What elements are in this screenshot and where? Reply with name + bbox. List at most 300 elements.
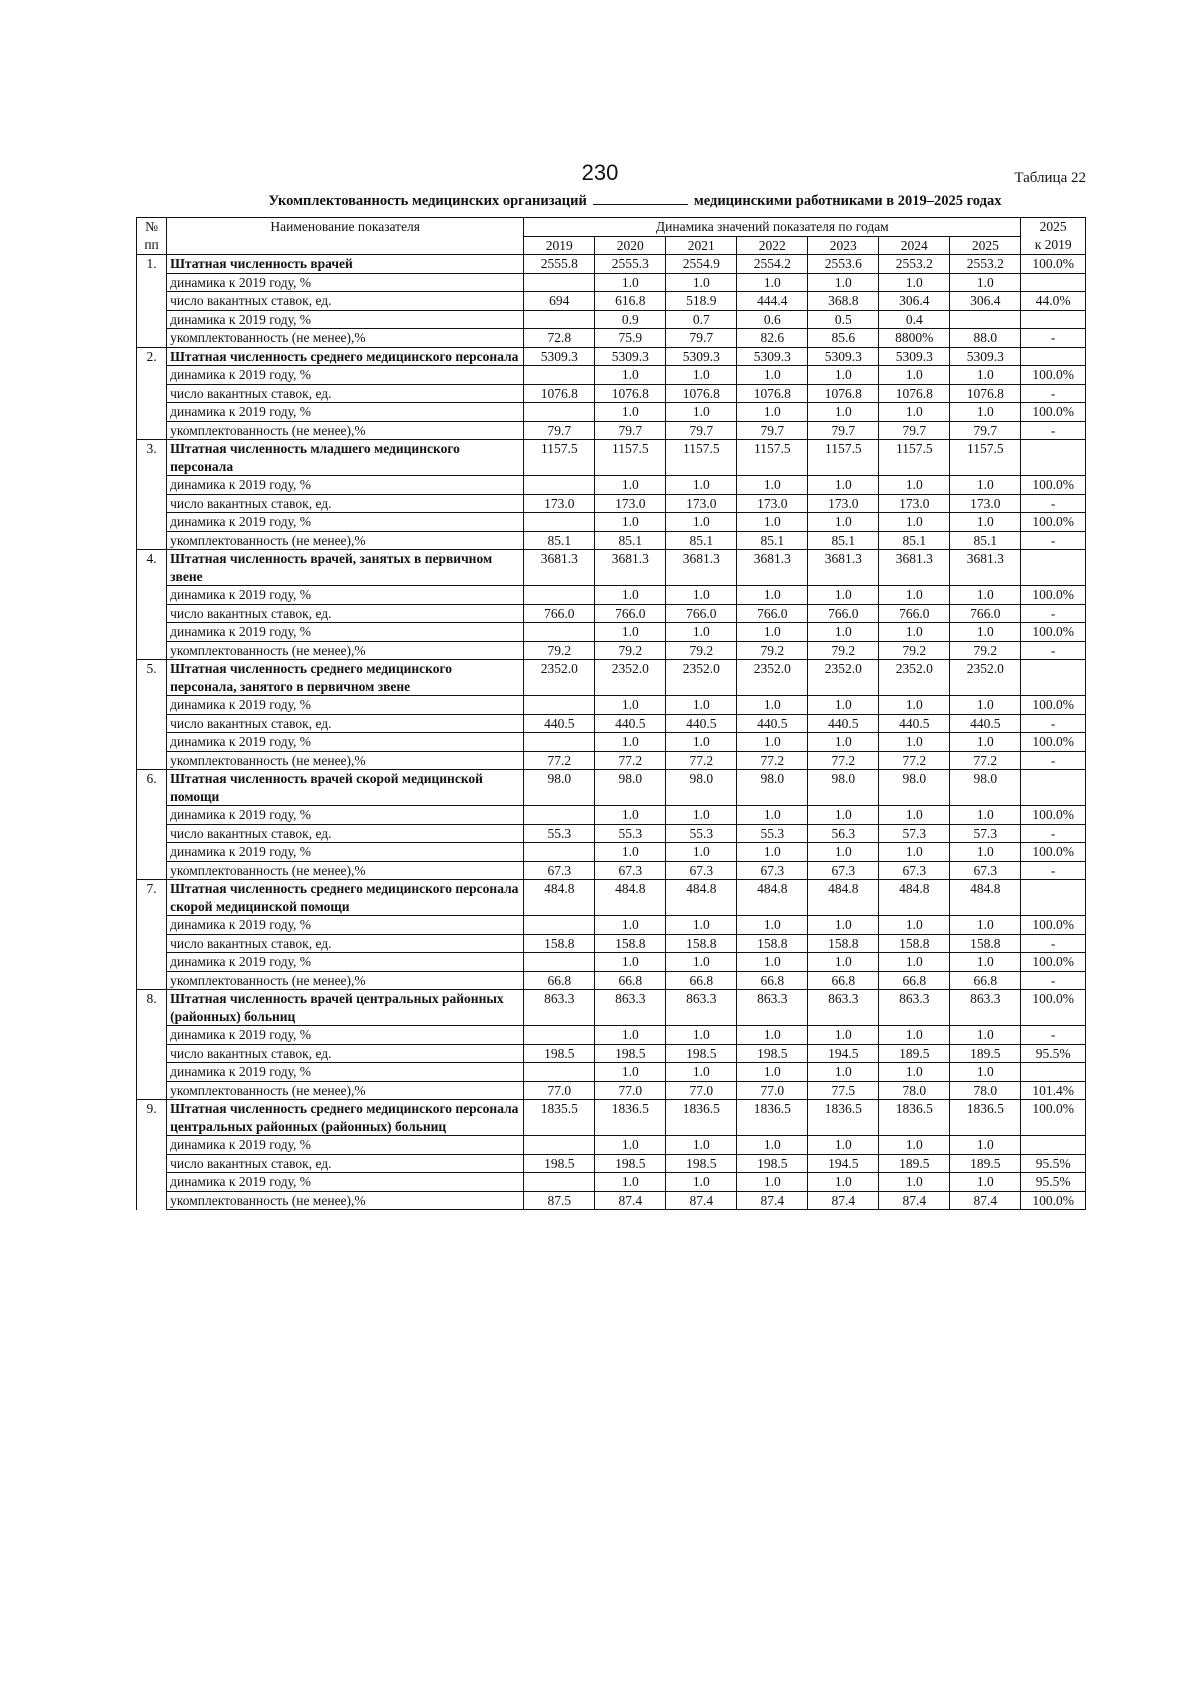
indicator-name: укомплектованность (не менее),%	[167, 421, 524, 440]
year-value-2022: 1.0	[737, 916, 808, 935]
year-value-2024: 1836.5	[879, 1100, 950, 1136]
year-value-2023: 440.5	[808, 714, 879, 733]
year-value-2021: 1.0	[666, 366, 737, 385]
indicator-name: динамика к 2019 году, %	[167, 1173, 524, 1192]
table-label: Таблица 22	[1014, 170, 1086, 186]
row-number	[137, 953, 167, 972]
year-value-2021: 1836.5	[666, 1100, 737, 1136]
indicator-name: Штатная численность среднего медицинского персонала центральных районных (районных) больниц	[167, 1100, 524, 1136]
indicator-name: динамика к 2019 году, %	[167, 513, 524, 532]
ratio-value: 100.0%	[1021, 696, 1086, 715]
ratio-value: -	[1021, 971, 1086, 990]
sub-indicator-row	[137, 476, 1086, 495]
year-value-2023: 67.3	[808, 861, 879, 880]
sub-indicator-row	[137, 494, 1086, 513]
year-value-2025: 2352.0	[950, 660, 1021, 696]
row-number	[137, 1081, 167, 1100]
year-value-2025: 88.0	[950, 329, 1021, 348]
year-value-2023: 194.5	[808, 1154, 879, 1173]
indicator-name: число вакантных ставок, ед.	[167, 292, 524, 311]
indicator-row	[137, 770, 1086, 806]
year-value-2025: 79.7	[950, 421, 1021, 440]
year-value-2022: 484.8	[737, 880, 808, 916]
header-ratio	[1021, 218, 1086, 255]
year-value-2019	[524, 403, 595, 422]
year-value-2019	[524, 366, 595, 385]
year-value-2024: 440.5	[879, 714, 950, 733]
year-value-2021: 1.0	[666, 1026, 737, 1045]
year-value-2023: 1.0	[808, 366, 879, 385]
year-value-2019	[524, 806, 595, 825]
table-header	[137, 218, 1086, 255]
sub-indicator-row	[137, 1081, 1086, 1100]
year-value-2023: 66.8	[808, 971, 879, 990]
year-value-2020: 863.3	[595, 990, 666, 1026]
year-value-2021: 484.8	[666, 880, 737, 916]
year-value-2025: 1.0	[950, 953, 1021, 972]
year-value-2020: 1.0	[595, 843, 666, 862]
ratio-value: 100.0%	[1021, 403, 1086, 422]
ratio-value: 100.0%	[1021, 513, 1086, 532]
year-value-2021: 1.0	[666, 806, 737, 825]
ratio-value	[1021, 273, 1086, 292]
year-value-2024: 766.0	[879, 604, 950, 623]
page-number: 230	[581, 160, 619, 185]
year-value-2025: 1.0	[950, 806, 1021, 825]
year-value-2020: 1.0	[595, 1173, 666, 1192]
year-value-2022: 1076.8	[737, 384, 808, 403]
year-value-2020: 2352.0	[595, 660, 666, 696]
row-number	[137, 310, 167, 329]
year-value-2019: 3681.3	[524, 550, 595, 586]
year-value-2022: 98.0	[737, 770, 808, 806]
sub-indicator-row	[137, 751, 1086, 770]
year-value-2020: 1.0	[595, 513, 666, 532]
sub-indicator-row	[137, 843, 1086, 862]
year-value-2025: 173.0	[950, 494, 1021, 513]
year-value-2021: 0.7	[666, 310, 737, 329]
year-value-2023: 194.5	[808, 1044, 879, 1063]
row-number	[137, 806, 167, 825]
indicator-name: Штатная численность врачей скорой медицинской помощи	[167, 770, 524, 806]
year-value-2022: 1.0	[737, 1173, 808, 1192]
year-value-2021: 1.0	[666, 586, 737, 605]
year-value-2019: 198.5	[524, 1154, 595, 1173]
row-number	[137, 824, 167, 843]
year-value-2021: 440.5	[666, 714, 737, 733]
sub-indicator-row	[137, 1026, 1086, 1045]
year-value-2024: 306.4	[879, 292, 950, 311]
row-number	[137, 733, 167, 752]
year-value-2022: 444.4	[737, 292, 808, 311]
year-value-2020: 1.0	[595, 586, 666, 605]
year-value-2019	[524, 696, 595, 715]
year-value-2023: 2553.6	[808, 255, 879, 274]
sub-indicator-row	[137, 733, 1086, 752]
sub-indicator-row	[137, 971, 1086, 990]
year-value-2019: 5309.3	[524, 347, 595, 366]
year-value-2019	[524, 476, 595, 495]
ratio-value: -	[1021, 531, 1086, 550]
year-value-2024: 1.0	[879, 586, 950, 605]
year-value-2025: 1.0	[950, 1063, 1021, 1082]
sub-indicator-row	[137, 384, 1086, 403]
ratio-value: -	[1021, 824, 1086, 843]
year-value-2023: 1157.5	[808, 440, 879, 476]
year-value-2025: 87.4	[950, 1191, 1021, 1210]
row-number	[137, 641, 167, 660]
year-value-2022: 1.0	[737, 513, 808, 532]
year-value-2021: 1157.5	[666, 440, 737, 476]
sub-indicator-row	[137, 1191, 1086, 1210]
row-number	[137, 861, 167, 880]
staffing-table	[136, 217, 1086, 1210]
year-value-2020: 67.3	[595, 861, 666, 880]
header-dynamics: Динамика значений показателя по годам	[524, 218, 1021, 237]
year-value-2024: 1.0	[879, 513, 950, 532]
sub-indicator-row	[137, 1154, 1086, 1173]
year-value-2020: 1.0	[595, 916, 666, 935]
year-value-2023: 1.0	[808, 623, 879, 642]
year-value-2022: 1157.5	[737, 440, 808, 476]
year-value-2024: 1.0	[879, 843, 950, 862]
row-number: 9.	[137, 1100, 167, 1136]
sub-indicator-row	[137, 1173, 1086, 1192]
year-value-2019	[524, 513, 595, 532]
year-value-2021: 66.8	[666, 971, 737, 990]
year-value-2023: 1.0	[808, 513, 879, 532]
indicator-name: Штатная численность врачей	[167, 255, 524, 274]
year-value-2019	[524, 1026, 595, 1045]
year-value-2025: 484.8	[950, 880, 1021, 916]
row-number	[137, 494, 167, 513]
row-number: 8.	[137, 990, 167, 1026]
sub-indicator-row	[137, 604, 1086, 623]
sub-indicator-row	[137, 623, 1086, 642]
row-number	[137, 843, 167, 862]
header-year: 2024	[879, 236, 950, 255]
year-value-2023: 98.0	[808, 770, 879, 806]
indicator-name: динамика к 2019 году, %	[167, 403, 524, 422]
sub-indicator-row	[137, 421, 1086, 440]
indicator-name: динамика к 2019 году, %	[167, 310, 524, 329]
year-value-2024: 1076.8	[879, 384, 950, 403]
year-value-2024: 98.0	[879, 770, 950, 806]
indicator-name: динамика к 2019 году, %	[167, 476, 524, 495]
year-value-2021: 2352.0	[666, 660, 737, 696]
year-value-2023: 766.0	[808, 604, 879, 623]
ratio-value	[1021, 880, 1086, 916]
row-number	[137, 476, 167, 495]
year-value-2022: 1.0	[737, 806, 808, 825]
year-value-2025: 57.3	[950, 824, 1021, 843]
year-value-2019: 766.0	[524, 604, 595, 623]
year-value-2020: 0.9	[595, 310, 666, 329]
year-value-2022: 67.3	[737, 861, 808, 880]
indicator-name: динамика к 2019 году, %	[167, 843, 524, 862]
year-value-2024: 1.0	[879, 476, 950, 495]
sub-indicator-row	[137, 1044, 1086, 1063]
year-value-2021: 87.4	[666, 1191, 737, 1210]
year-value-2025: 1.0	[950, 696, 1021, 715]
year-value-2019: 66.8	[524, 971, 595, 990]
year-value-2021: 1.0	[666, 623, 737, 642]
row-number	[137, 604, 167, 623]
year-value-2021: 1.0	[666, 273, 737, 292]
ratio-value: -	[1021, 329, 1086, 348]
ratio-value: -	[1021, 421, 1086, 440]
year-value-2019	[524, 843, 595, 862]
ratio-value: 100.0%	[1021, 953, 1086, 972]
indicator-name: число вакантных ставок, ед.	[167, 824, 524, 843]
year-value-2020: 1.0	[595, 953, 666, 972]
row-number	[137, 934, 167, 953]
year-value-2019	[524, 1173, 595, 1192]
row-number	[137, 513, 167, 532]
year-value-2021: 158.8	[666, 934, 737, 953]
header-ratio-line1: 2025	[1039, 219, 1067, 234]
year-value-2021: 67.3	[666, 861, 737, 880]
year-value-2024: 189.5	[879, 1044, 950, 1063]
year-value-2020: 198.5	[595, 1154, 666, 1173]
year-value-2025: 766.0	[950, 604, 1021, 623]
row-number	[137, 531, 167, 550]
indicator-row	[137, 440, 1086, 476]
ratio-value: 100.0%	[1021, 476, 1086, 495]
sub-indicator-row	[137, 403, 1086, 422]
year-value-2023: 77.5	[808, 1081, 879, 1100]
year-value-2023: 1.0	[808, 953, 879, 972]
ratio-value: -	[1021, 1026, 1086, 1045]
year-value-2019	[524, 273, 595, 292]
indicator-name: динамика к 2019 году, %	[167, 366, 524, 385]
year-value-2023: 1.0	[808, 1136, 879, 1155]
year-value-2021: 79.2	[666, 641, 737, 660]
year-value-2019: 694	[524, 292, 595, 311]
year-value-2024: 66.8	[879, 971, 950, 990]
ratio-value	[1021, 310, 1086, 329]
ratio-value: 100.0%	[1021, 586, 1086, 605]
year-value-2022: 766.0	[737, 604, 808, 623]
year-value-2024: 1157.5	[879, 440, 950, 476]
row-number: 4.	[137, 550, 167, 586]
year-value-2023: 1.0	[808, 806, 879, 825]
year-value-2024: 5309.3	[879, 347, 950, 366]
year-value-2025: 78.0	[950, 1081, 1021, 1100]
year-value-2022: 1.0	[737, 843, 808, 862]
year-value-2021: 1.0	[666, 953, 737, 972]
year-value-2023: 56.3	[808, 824, 879, 843]
year-value-2024: 1.0	[879, 806, 950, 825]
year-value-2023: 484.8	[808, 880, 879, 916]
year-value-2021: 98.0	[666, 770, 737, 806]
year-value-2025: 5309.3	[950, 347, 1021, 366]
year-value-2020: 1.0	[595, 696, 666, 715]
year-value-2025: 440.5	[950, 714, 1021, 733]
indicator-row	[137, 990, 1086, 1026]
ratio-value	[1021, 1136, 1086, 1155]
year-value-2025: 1.0	[950, 476, 1021, 495]
row-number	[137, 751, 167, 770]
year-value-2022: 87.4	[737, 1191, 808, 1210]
year-value-2025	[950, 310, 1021, 329]
year-value-2019: 158.8	[524, 934, 595, 953]
sub-indicator-row	[137, 1063, 1086, 1082]
ratio-value: -	[1021, 751, 1086, 770]
year-value-2024: 484.8	[879, 880, 950, 916]
ratio-value: -	[1021, 934, 1086, 953]
year-value-2021: 1076.8	[666, 384, 737, 403]
year-value-2022: 79.2	[737, 641, 808, 660]
year-value-2025: 67.3	[950, 861, 1021, 880]
year-value-2019	[524, 586, 595, 605]
year-value-2021: 1.0	[666, 513, 737, 532]
indicator-name: число вакантных ставок, ед.	[167, 384, 524, 403]
indicator-name: укомплектованность (не менее),%	[167, 751, 524, 770]
year-value-2023: 1.0	[808, 273, 879, 292]
year-value-2022: 2352.0	[737, 660, 808, 696]
year-value-2024: 3681.3	[879, 550, 950, 586]
year-value-2020: 1836.5	[595, 1100, 666, 1136]
ratio-value	[1021, 660, 1086, 696]
year-value-2021: 1.0	[666, 696, 737, 715]
ratio-value: 100.0%	[1021, 733, 1086, 752]
year-value-2021: 5309.3	[666, 347, 737, 366]
row-number	[137, 403, 167, 422]
year-value-2023: 1.0	[808, 1026, 879, 1045]
row-number	[137, 329, 167, 348]
year-value-2022: 66.8	[737, 971, 808, 990]
sub-indicator-row	[137, 696, 1086, 715]
row-number	[137, 1026, 167, 1045]
year-value-2024: 2553.2	[879, 255, 950, 274]
year-value-2025: 189.5	[950, 1154, 1021, 1173]
year-value-2019: 1076.8	[524, 384, 595, 403]
year-value-2023: 2352.0	[808, 660, 879, 696]
indicator-name: число вакантных ставок, ед.	[167, 934, 524, 953]
ratio-value: 95.5%	[1021, 1154, 1086, 1173]
ratio-value: 100.0%	[1021, 1191, 1086, 1210]
year-value-2023: 79.2	[808, 641, 879, 660]
row-number	[137, 384, 167, 403]
year-value-2019: 2352.0	[524, 660, 595, 696]
year-value-2022: 1836.5	[737, 1100, 808, 1136]
year-value-2024: 1.0	[879, 1173, 950, 1192]
year-value-2023: 5309.3	[808, 347, 879, 366]
year-value-2022: 1.0	[737, 476, 808, 495]
header-year: 2023	[808, 236, 879, 255]
year-value-2025: 863.3	[950, 990, 1021, 1026]
header-number-line2: пп	[144, 236, 159, 252]
ratio-value: 100.0%	[1021, 366, 1086, 385]
year-value-2020: 1076.8	[595, 384, 666, 403]
sub-indicator-row	[137, 824, 1086, 843]
row-number: 7.	[137, 880, 167, 916]
row-number	[137, 1173, 167, 1192]
indicator-row	[137, 660, 1086, 696]
sub-indicator-row	[137, 310, 1086, 329]
year-value-2022: 1.0	[737, 623, 808, 642]
indicator-name: укомплектованность (не менее),%	[167, 531, 524, 550]
year-value-2023: 1.0	[808, 696, 879, 715]
sub-indicator-row	[137, 273, 1086, 292]
indicator-name: число вакантных ставок, ед.	[167, 1044, 524, 1063]
indicator-name: Штатная численность врачей, занятых в первичном звене	[167, 550, 524, 586]
year-value-2022: 3681.3	[737, 550, 808, 586]
year-value-2019: 79.7	[524, 421, 595, 440]
year-value-2024: 85.1	[879, 531, 950, 550]
year-value-2022: 440.5	[737, 714, 808, 733]
year-value-2025: 1.0	[950, 1026, 1021, 1045]
year-value-2020: 75.9	[595, 329, 666, 348]
row-number	[137, 1136, 167, 1155]
year-value-2025: 1.0	[950, 403, 1021, 422]
year-value-2025: 158.8	[950, 934, 1021, 953]
year-value-2020: 1.0	[595, 366, 666, 385]
year-value-2019: 67.3	[524, 861, 595, 880]
year-value-2025: 1.0	[950, 513, 1021, 532]
title-part-2: медицинскими работниками в 2019–2025 годах	[693, 193, 1002, 209]
indicator-name: динамика к 2019 году, %	[167, 586, 524, 605]
sub-indicator-row	[137, 861, 1086, 880]
year-value-2019: 2555.8	[524, 255, 595, 274]
year-value-2025: 98.0	[950, 770, 1021, 806]
indicator-name: динамика к 2019 году, %	[167, 806, 524, 825]
year-value-2025: 1.0	[950, 1173, 1021, 1192]
year-value-2024: 79.7	[879, 421, 950, 440]
year-value-2022: 863.3	[737, 990, 808, 1026]
year-value-2020: 79.7	[595, 421, 666, 440]
year-value-2025: 3681.3	[950, 550, 1021, 586]
row-number	[137, 696, 167, 715]
header-year: 2019	[524, 236, 595, 255]
year-value-2019	[524, 310, 595, 329]
row-number	[137, 421, 167, 440]
sub-indicator-row	[137, 531, 1086, 550]
year-value-2021: 55.3	[666, 824, 737, 843]
year-value-2022: 1.0	[737, 1026, 808, 1045]
ratio-value	[1021, 440, 1086, 476]
year-value-2021: 1.0	[666, 733, 737, 752]
indicator-row	[137, 347, 1086, 366]
year-value-2024: 189.5	[879, 1154, 950, 1173]
year-value-2024: 863.3	[879, 990, 950, 1026]
year-value-2020: 484.8	[595, 880, 666, 916]
indicator-name: динамика к 2019 году, %	[167, 1136, 524, 1155]
year-value-2025: 306.4	[950, 292, 1021, 311]
header-year: 2022	[737, 236, 808, 255]
sub-indicator-row	[137, 292, 1086, 311]
year-value-2019	[524, 953, 595, 972]
year-value-2020: 1.0	[595, 1063, 666, 1082]
year-value-2022: 1.0	[737, 403, 808, 422]
year-value-2019	[524, 1136, 595, 1155]
sub-indicator-row	[137, 513, 1086, 532]
year-value-2024: 77.2	[879, 751, 950, 770]
row-number	[137, 1063, 167, 1082]
row-number	[137, 273, 167, 292]
year-value-2020: 1157.5	[595, 440, 666, 476]
year-value-2024: 57.3	[879, 824, 950, 843]
year-value-2021: 77.0	[666, 1081, 737, 1100]
row-number	[137, 1044, 167, 1063]
row-number: 3.	[137, 440, 167, 476]
year-value-2025: 1.0	[950, 586, 1021, 605]
year-value-2023: 1.0	[808, 1173, 879, 1192]
indicator-row	[137, 550, 1086, 586]
year-value-2023: 1.0	[808, 403, 879, 422]
year-value-2020: 158.8	[595, 934, 666, 953]
